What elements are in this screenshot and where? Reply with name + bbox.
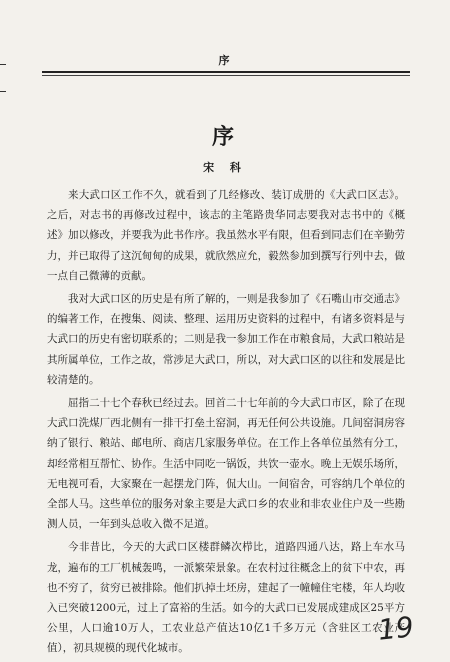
binding-mark: [0, 64, 6, 92]
paragraph: 来大武口区工作不久，就看到了几经修改、装订成册的《大武口区志》。之后，对志书的再修改过程中，该志的主笔路贵华同志要我对志书中的《概述》加以修改，并要我为此书作序。我虽然水平有限，但看到同志们在辛勤劳力，并已取得了这沉甸甸的成果，就欣然应允，毅然参加到撰写行列中去，做一点自己微薄的贡献。: [47, 189, 405, 282]
running-header: 序: [218, 54, 232, 67]
paragraph: 我对大武口区的历史是有所了解的，一则是我参加了《石嘴山市交通志》的编著工作，在搜集、阅读、整理、运用历史资料的过程中，有诸多资料是与大武口的历史有密切联系的；二则是我一参加工作在市粮食局，大武口粮站是其所属单位，工作之故，常涉足大武口，所以，对大武口区的以往和发展是比较清楚的。: [47, 293, 405, 386]
paragraph: 屈指二十七个春秋已经过去。回首二十七年前的今大武口市区，除了在现大武口洗煤厂西北侧有一排干打垒土窑洞，再无任何公共设施。几间窑洞房容纳了银行、粮站、邮电所、商店几家服务单位。在工作上各单位虽然有分工，却经常相互帮忙、协作。生活中同吃一锅饭，共饮一壶水。晚上无娱乐场所，无电视可看，大家聚在一起摆龙门阵，侃大山。一间宿舍，可容纳几个单位的全部人马。这些单位的服务对象主要是大武口乡的农业和非农业住户及一些勘测人员，一年到头总收入微不足道。: [47, 397, 405, 531]
header-rule-thin: [42, 75, 410, 76]
body-text: [47, 185, 405, 662]
document-title: 序: [211, 124, 238, 150]
header-rule: [42, 71, 410, 73]
handwritten-page-number: 19: [376, 610, 416, 647]
author-name: 宋 科: [203, 161, 247, 174]
paragraph: 今非昔比，今天的大武口区楼群鳞次栉比，道路四通八达，路上车水马龙，遍布的工厂机械轰鸣，一派繁荣景象。在农村过往概念上的贫下中农，再也不穷了，贫穷已被排除。他们扒掉土坯房，建起了一幢幢住宅楼，年人均收入已突破1200元，过上了富裕的生活。如今的大武口已发展成建成区25平方公里，人口逾10万人，工农业总产值达10亿1千多万元（含驻区工农业产值），初具规模的现代化城市。: [47, 541, 405, 655]
